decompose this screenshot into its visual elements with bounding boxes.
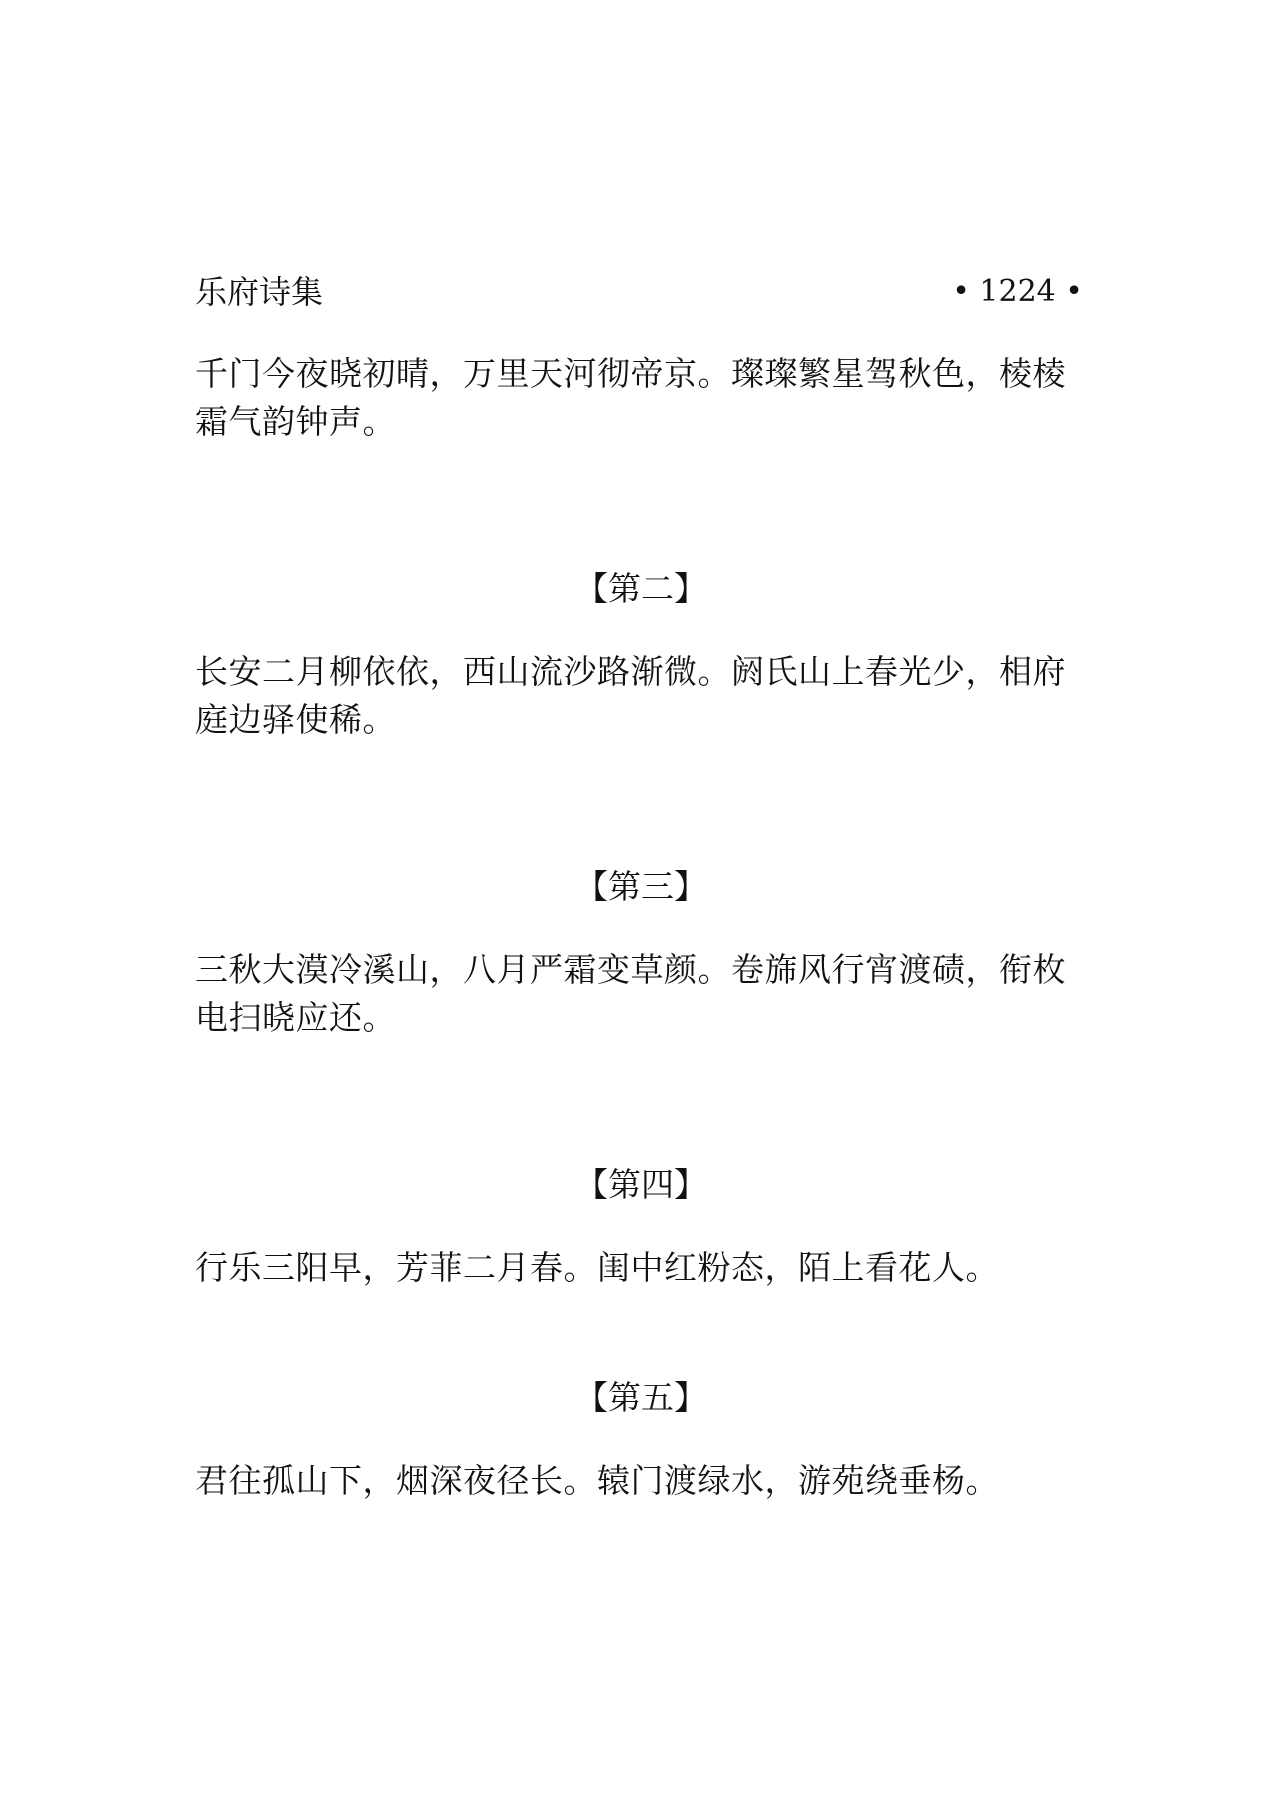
- page-number: • 1224 •: [952, 274, 1083, 309]
- poem-text-5: 君往孤山下，烟深夜径长。辕门渡绿水，游苑绕垂杨。: [195, 1461, 999, 1500]
- poem-text-1: 千门今夜晓初晴，万里天河彻帝京。璨璨繁星驾秋色，棱棱霜气韵钟声。: [195, 354, 1066, 441]
- section-heading-5: 【第五】: [575, 1378, 707, 1417]
- poem-text-4: 行乐三阳早，芳菲二月春。闺中红粉态，陌上看花人。: [195, 1248, 999, 1287]
- page-header: [195, 268, 1083, 316]
- poem-text-3: 三秋大漠冷溪山，八月严霜变草颜。卷旆风行宵渡碛，衔枚电扫晓应还。: [195, 950, 1066, 1037]
- section-heading-3: 【第三】: [575, 867, 707, 906]
- section-heading-4: 【第四】: [575, 1165, 707, 1204]
- poem-text-2: 长安二月柳依依，西山流沙路渐微。阏氏山上春光少，相府庭边驿使稀。: [195, 652, 1066, 739]
- book-title: 乐府诗集: [195, 273, 324, 311]
- section-heading-2: 【第二】: [575, 569, 707, 608]
